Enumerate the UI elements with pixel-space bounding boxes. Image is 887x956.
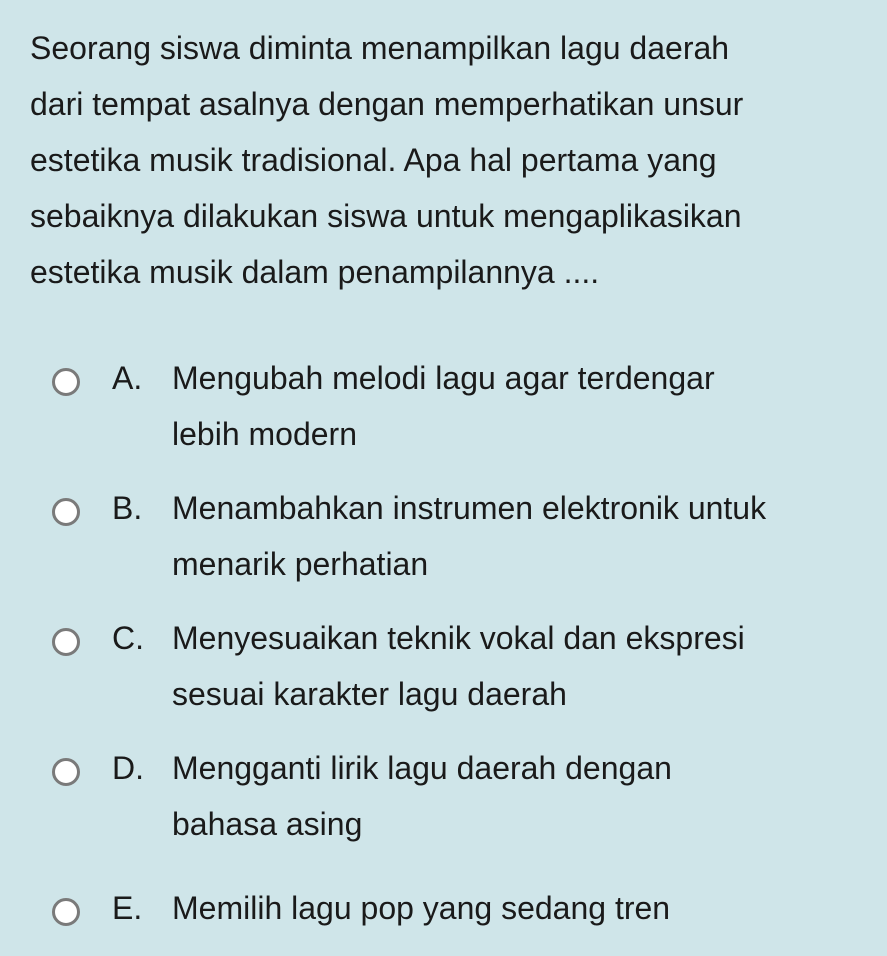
- option-text-line: lebih modern: [172, 416, 357, 452]
- question-text: [30, 20, 860, 300]
- option-d[interactable]: [52, 740, 872, 860]
- option-text: [172, 610, 862, 722]
- option-text-line: Mengubah melodi lagu agar terdengar: [172, 360, 715, 396]
- radio-button-d[interactable]: [52, 758, 80, 786]
- option-text: [172, 880, 862, 936]
- option-letter: D.: [112, 750, 144, 786]
- question-line: sebaiknya dilakukan siswa untuk mengaplikasikan: [30, 198, 742, 234]
- question-line: estetika musik dalam penampilannya ....: [30, 254, 600, 290]
- option-text-line: bahasa asing: [172, 806, 363, 842]
- option-letter: A.: [112, 360, 143, 396]
- radio-button-e[interactable]: [52, 898, 80, 926]
- question-line: Seorang siswa diminta menampilkan lagu daerah: [30, 30, 730, 66]
- radio-button-b[interactable]: [52, 498, 80, 526]
- option-text-line: Memilih lagu pop yang sedang tren: [172, 890, 671, 926]
- option-text: [172, 740, 862, 852]
- option-text-line: Mengganti lirik lagu daerah dengan: [172, 750, 672, 786]
- option-letter: C.: [112, 620, 144, 656]
- option-c[interactable]: [52, 610, 872, 730]
- question-line: dari tempat asalnya dengan memperhatikan unsur: [30, 86, 744, 122]
- option-text-line: Menambahkan instrumen elektronik untuk: [172, 490, 767, 526]
- option-b[interactable]: [52, 480, 872, 600]
- question-line: estetika musik tradisional. Apa hal pertama yang: [30, 142, 717, 178]
- option-letter: E.: [112, 890, 143, 926]
- option-text-line: Menyesuaikan teknik vokal dan ekspresi: [172, 620, 745, 656]
- option-letter: B.: [112, 490, 143, 526]
- radio-button-a[interactable]: [52, 368, 80, 396]
- option-text-line: sesuai karakter lagu daerah: [172, 676, 567, 712]
- option-a[interactable]: [52, 350, 872, 470]
- option-e[interactable]: [52, 880, 872, 950]
- option-text: [172, 480, 862, 592]
- option-text: [172, 350, 862, 462]
- option-text-line: menarik perhatian: [172, 546, 429, 582]
- radio-button-c[interactable]: [52, 628, 80, 656]
